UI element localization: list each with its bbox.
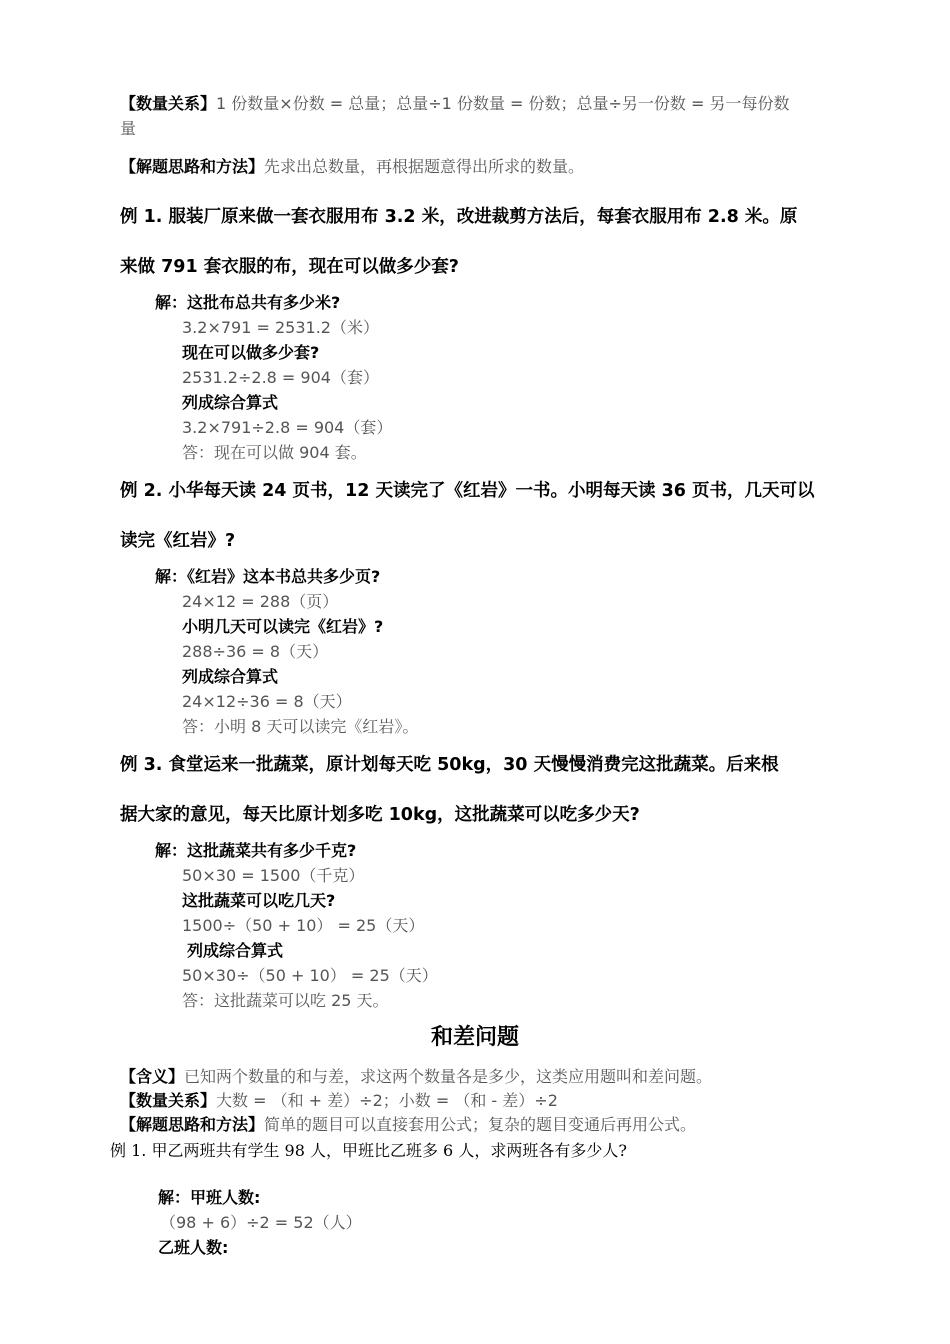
sum-diff-example-step-2: 乙班人数: (158, 1238, 229, 1257)
example-3-step-1: 解：这批蔬菜共有多少千克? (155, 841, 357, 860)
example-1-calc-3: 3.2×791÷2.8 = 904（套） (182, 418, 393, 437)
meaning-label: 【含义】 (120, 1067, 185, 1086)
section-relation-line (120, 1090, 558, 1112)
example-2-step-3: 列成综合算式 (182, 667, 279, 686)
example-3-answer: 答：这批蔬菜可以吃 25 天。 (182, 991, 389, 1010)
section-method-label: 【解题思路和方法】 (120, 1115, 265, 1134)
meaning-text: 已知两个数量的和与差，求这两个数量各是多少，这类应用题叫和差问题。 (184, 1067, 713, 1086)
section-method-text: 简单的题目可以直接套用公式；复杂的题目变通后再用公式。 (264, 1115, 697, 1134)
example-1-calc-2: 2531.2÷2.8 = 904（套） (182, 368, 379, 387)
example-3-step-2: 这批蔬菜可以吃几天? (182, 891, 336, 910)
example-1-step-1: 解：这批布总共有多少米? (155, 293, 341, 312)
example-1-question-line-1: 例 1. 服装厂原来做一套衣服用布 3.2 米，改进裁剪方法后，每套衣服用布 2.8 米。原 (120, 207, 798, 227)
sum-diff-example-step-1: 解：甲班人数: (158, 1188, 261, 1207)
example-3-calc-2: 1500÷（50 + 10） = 25（天） (182, 916, 425, 935)
method-label: 【解题思路和方法】 (120, 157, 265, 176)
meaning-line (120, 1066, 712, 1088)
quantity-relation-line (120, 93, 790, 115)
example-3-step-3: 列成综合算式 (187, 941, 284, 960)
example-2-calc-1: 24×12 = 288（页） (182, 592, 339, 611)
section-method-line (120, 1114, 696, 1136)
sum-diff-example-question: 例 1. 甲乙两班共有学生 98 人，甲班比乙班多 6 人，求两班各有多少人? (110, 1141, 627, 1160)
section-relation-label: 【数量关系】 (120, 1091, 217, 1110)
example-2-answer: 答：小明 8 天可以读完《红岩》。 (182, 717, 419, 736)
example-2-question-line-1: 例 2. 小华每天读 24 页书，12 天读完了《红岩》一书。小明每天读 36 页书，几天可以 (120, 481, 815, 501)
example-3-calc-1: 50×30 = 1500（千克） (182, 866, 365, 885)
example-3-question-line-1: 例 3. 食堂运来一批蔬菜，原计划每天吃 50kg，30 天慢慢消费完这批蔬菜。后来根 (120, 755, 779, 775)
example-2-calc-2: 288÷36 = 8（天） (182, 642, 329, 661)
example-3-question-line-2: 据大家的意见，每天比原计划多吃 10kg，这批蔬菜可以吃多少天? (120, 805, 640, 825)
section-relation-text: 大数 = （和 + 差）÷2；小数 = （和 - 差）÷2 (216, 1091, 558, 1110)
example-1-question-line-2: 来做 791 套衣服的布，现在可以做多少套? (120, 257, 459, 277)
example-2-question-line-2: 读完《红岩》? (120, 531, 236, 551)
section-title: 和差问题 (430, 1025, 519, 1050)
method-line (120, 156, 584, 178)
example-1-step-2: 现在可以做多少套? (182, 343, 320, 362)
example-3-calc-3: 50×30÷（50 + 10） = 25（天） (182, 966, 438, 985)
example-2-step-2: 小明几天可以读完《红岩》? (182, 617, 384, 636)
example-1-step-3: 列成综合算式 (182, 393, 279, 412)
example-2-calc-3: 24×12÷36 = 8（天） (182, 692, 352, 711)
method-text: 先求出总数量，再根据题意得出所求的数量。 (264, 157, 585, 176)
example-1-answer: 答：现在可以做 904 套。 (182, 443, 367, 462)
sum-diff-example-calc-1: （98 + 6）÷2 = 52（人） (160, 1213, 362, 1232)
example-1-calc-1: 3.2×791 = 2531.2（米） (182, 318, 379, 337)
relation-text: 1 份数量×份数 = 总量；总量÷1 份数量 = 份数；总量÷另一份数 = 另一每份数 (216, 94, 790, 113)
relation-text-continued: 量 (120, 119, 137, 138)
example-2-step-1: 解：《红岩》这本书总共多少页? (155, 567, 381, 586)
relation-label: 【数量关系】 (120, 94, 217, 113)
